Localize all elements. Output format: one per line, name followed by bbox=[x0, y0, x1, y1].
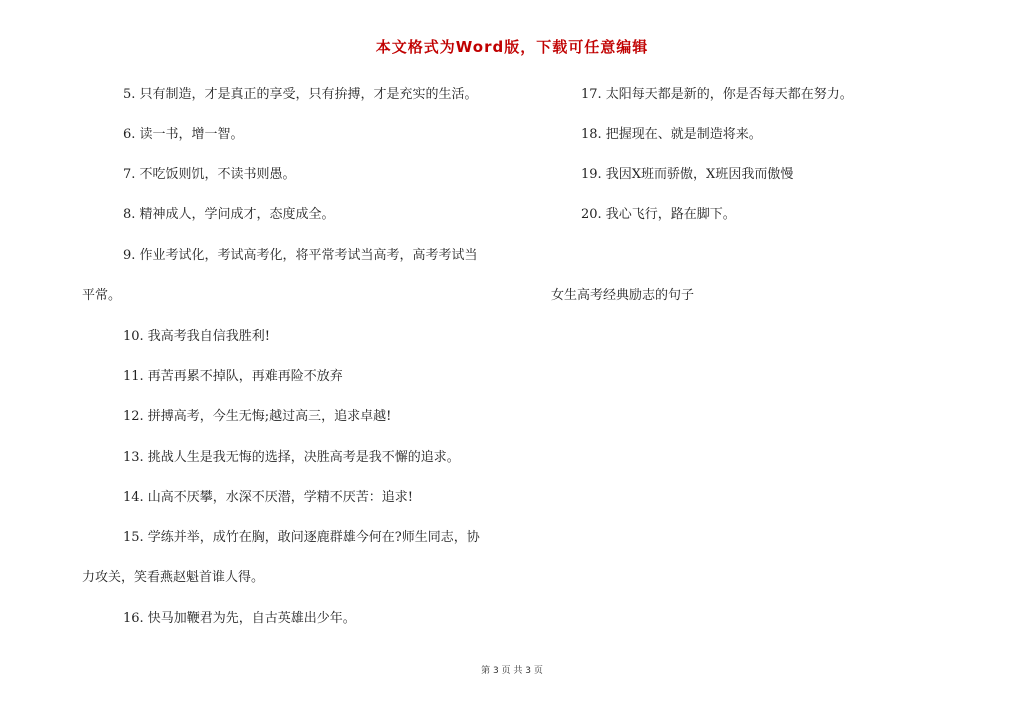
list-item-continuation: 力攻关，笑看燕赵魁首谁人得。 bbox=[82, 570, 265, 585]
list-item: 17. 太阳每天都是新的，你是否每天都在努力。 bbox=[581, 87, 853, 102]
list-item: 6. 读一书，增一智。 bbox=[123, 127, 244, 142]
page-number: 第 3 页 共 3 页 bbox=[481, 666, 543, 676]
list-item: 16. 快马加鞭君为先，自古英雄出少年。 bbox=[123, 611, 356, 626]
list-item: 9. 作业考试化，考试高考化，将平常考试当高考，高考考试当 bbox=[123, 248, 478, 263]
list-item: 7. 不吃饭则饥，不读书则愚。 bbox=[123, 167, 296, 182]
list-item: 5. 只有制造，才是真正的享受，只有拚搏，才是充实的生活。 bbox=[123, 87, 478, 102]
section-subheading: 女生高考经典励志的句子 bbox=[551, 288, 695, 303]
list-item: 14. 山高不厌攀，水深不厌潜，学精不厌苦：追求! bbox=[123, 490, 414, 505]
list-item: 18. 把握现在、就是制造将来。 bbox=[581, 127, 762, 142]
list-item: 20. 我心飞行，路在脚下。 bbox=[581, 207, 736, 222]
list-item: 19. 我因X班而骄傲，X班因我而傲慢 bbox=[581, 167, 794, 182]
list-item-continuation: 平常。 bbox=[82, 288, 122, 303]
list-item: 13. 挑战人生是我无悔的选择，决胜高考是我不懈的追求。 bbox=[123, 450, 460, 465]
list-item: 10. 我高考我自信我胜利! bbox=[123, 329, 271, 344]
list-item: 12. 拼搏高考，今生无悔;越过高三，追求卓越! bbox=[123, 409, 392, 424]
document-header-banner: 本文格式为Word版，下载可任意编辑 bbox=[375, 38, 649, 56]
list-item: 8. 精神成人，学问成才，态度成全。 bbox=[123, 207, 335, 222]
list-item: 11. 再苦再累不掉队，再难再险不放弃 bbox=[123, 369, 343, 384]
list-item: 15. 学练并举，成竹在胸，敢问逐鹿群雄今何在?师生同志，协 bbox=[123, 530, 480, 545]
